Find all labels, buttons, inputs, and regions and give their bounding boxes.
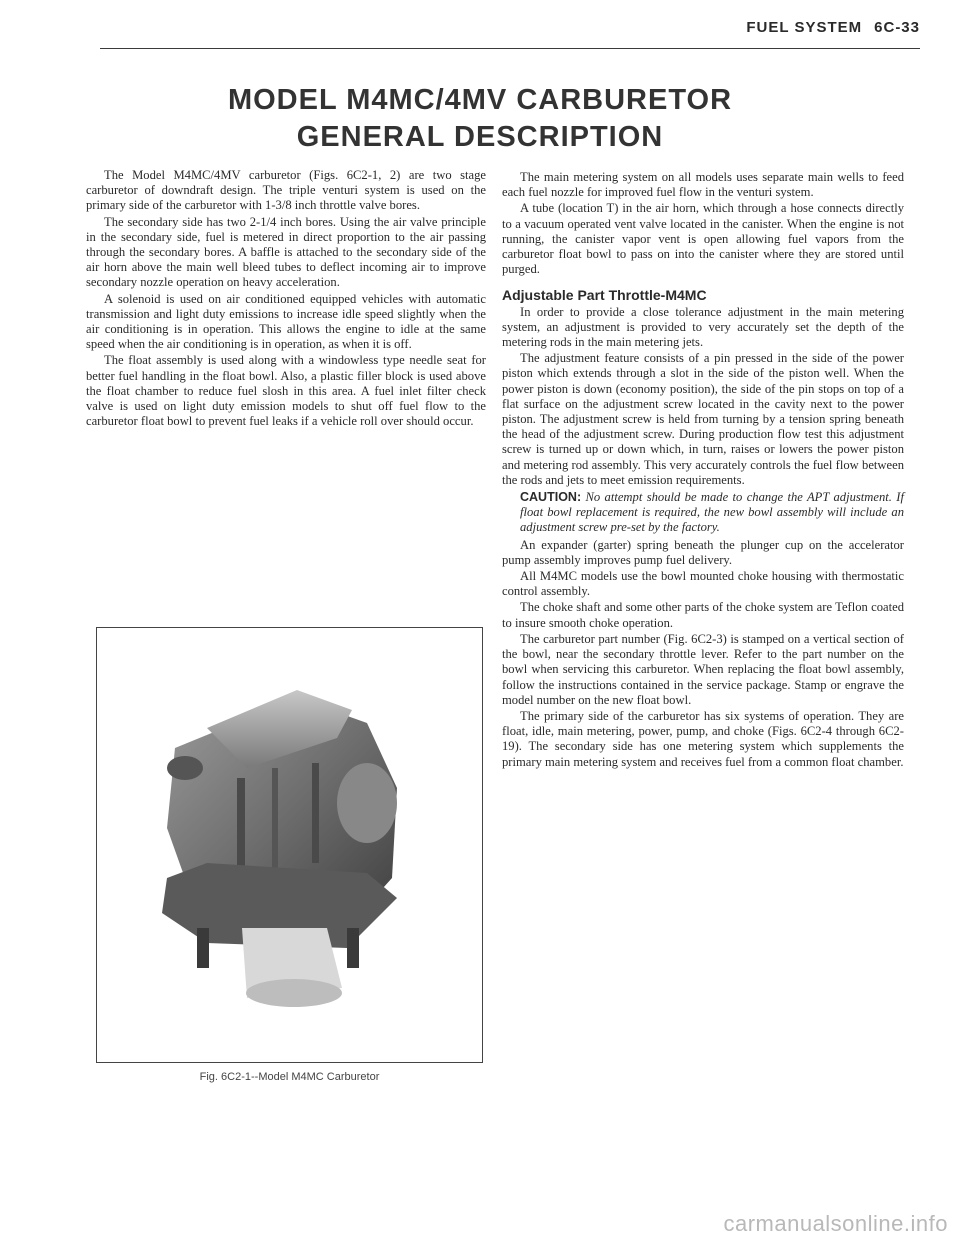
section-heading: Adjustable Part Throttle-M4MC [502, 287, 707, 304]
right-column [502, 168, 904, 771]
paragraph: A solenoid is used on air conditioned equipped vehicles with automatic transmission and light duty emissions to increase idle speed slightly when the air conditioning is in operation. This allows the engine to idle at the same speed when the air conditioning is in operation, as when it is off. [86, 291, 486, 352]
section-name: FUEL SYSTEM [746, 19, 863, 36]
caution-note [520, 490, 904, 536]
paragraph: The main metering system on all models uses separate main wells to feed each fuel nozzle for improved fuel flow in the venturi system. [502, 170, 904, 200]
left-column [86, 168, 486, 430]
paragraph: The float assembly is used along with a windowless type needle seat for better fuel handling in the float bowl. Also, a plastic filler block is used above the float chamber to reduce fuel slosh in this area. A fuel inlet filter check valve is used on light duty emission models to shut off fuel flow to the carburetor float bowl to prevent fuel leaks if a vehicle roll over should occur. [86, 353, 486, 429]
paragraph: The primary side of the carburetor has six systems of operation. They are float, idle, main metering, power, pump, and choke (Figs. 6C2-4 through 6C2-19). The secondary side has one metering system which supplements the primary main metering system and receives fuel from a common float chamber. [502, 708, 904, 769]
header-rule [100, 48, 920, 49]
page-subtitle: GENERAL DESCRIPTION [296, 121, 664, 153]
paragraph: The choke shaft and some other parts of the choke system are Teflon coated to insure smooth choke operation. [502, 600, 904, 630]
paragraph: An expander (garter) spring beneath the plunger cup on the accelerator pump assembly improves pump fuel delivery. [502, 537, 904, 567]
figure-caption: Fig. 6C2-1--Model M4MC Carburetor [199, 1071, 380, 1083]
paragraph: In order to provide a close tolerance adjustment in the main metering system, an adjustment is provided to very accurately set the depth of the metering rods in the main metering jets. [502, 304, 904, 350]
figure-frame [96, 627, 483, 1063]
running-head [746, 19, 920, 36]
site-watermark: carmanualsonline.info [723, 1211, 948, 1236]
page-number: 6C-33 [874, 19, 920, 36]
paragraph: The carburetor part number (Fig. 6C2-3) is stamped on a vertical section of the bowl, near the secondary throttle lever. Refer to the part number on the bowl when servicing this carburetor. When replacing the float bowl assembly, follow the instructions contained in the service package. Stamp or engrave the model number on the new float bowl. [502, 631, 904, 707]
page-title: MODEL M4MC/4MV CARBURETOR [227, 84, 733, 116]
paragraph: The adjustment feature consists of a pin pressed in the side of the power piston which extends through a slot in the side of the piston well. When the power piston is down (economy position), the side of the pin stops on top of a flat surface on the adjustment screw located in the cavity next to the power piston. The adjustment screw is held from turning by a tension spring beneath the head of the adjustment screw. During production flow test this adjustment screw is turned up or down which, in turn, raises or lowers the power piston and metering rod assembly. This very accurately controls the fuel flow between the rods and jets to meet emission requirements. [502, 351, 904, 487]
carburetor-photo [97, 628, 482, 1062]
paragraph: The secondary side has two 2-1/4 inch bores. Using the air valve principle in the secondary side, fuel is metered in direct proportion to the air passing through the secondary bores. A baffle is attached to the secondary side of the air horn above the main well bleed tubes to deflect incoming air to improve secondary nozzle operation on heavy acceleration. [86, 214, 486, 290]
caution-label: CAUTION: [520, 490, 582, 505]
paragraph: The Model M4MC/4MV carburetor (Figs. 6C2-1, 2) are two stage carburetor of downdraft design. The triple venturi system is used on the primary side of the carburetor with 1-3/8 inch throttle valve bores. [86, 168, 486, 213]
paragraph: All M4MC models use the bowl mounted choke housing with thermostatic control assembly. [502, 569, 904, 599]
caution-text: No attempt should be made to change the APT adjustment. If float bowl replacement is required, the new bowl assembly will include an adjustment screw pre-set by the factory. [520, 490, 904, 535]
paragraph: A tube (location T) in the air horn, which through a hose connects directly to a vacuum operated vent valve located in the canister. When the engine is not running, the canister vapor vent is open allowing fuel vapors from the carburetor float bowl to pass on into the canister where they are stored until purged. [502, 201, 904, 277]
